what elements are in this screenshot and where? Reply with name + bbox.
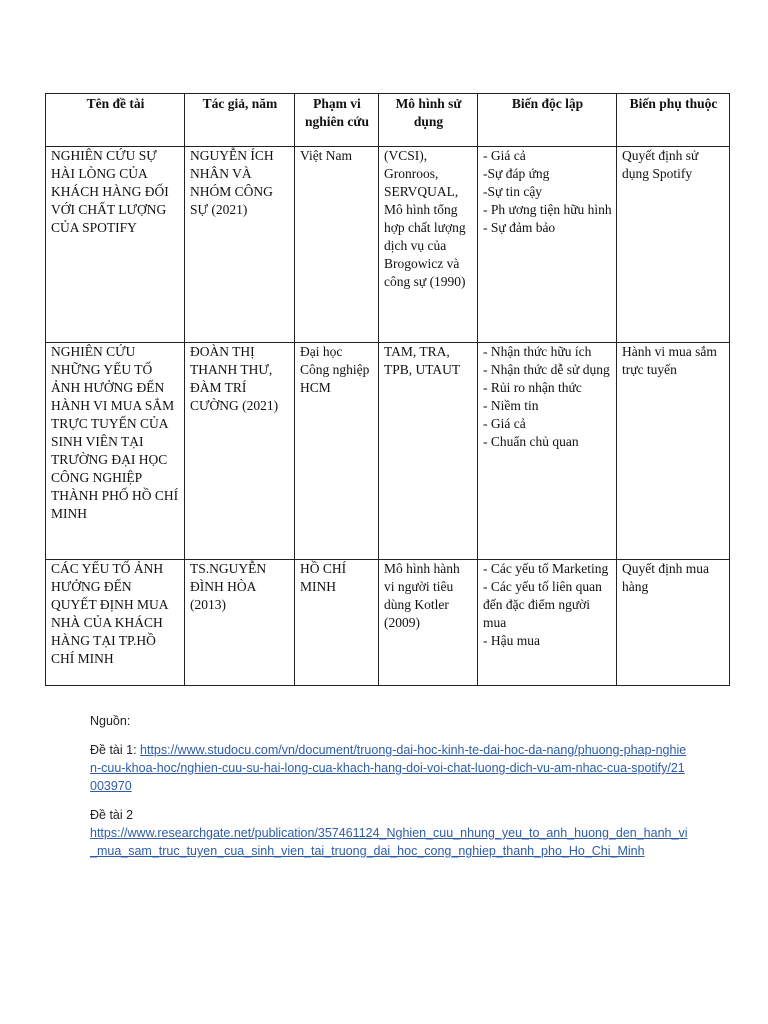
cell-dependent: Quyết định mua hàng [617, 560, 730, 686]
header-dependent: Biến phụ thuộc [617, 94, 730, 147]
cell-model: (VCSI), Gronroos, SERVQUAL, Mô hình tổng hợp chất lượng dịch vụ của Brogowicz và công sự (1990) [379, 147, 478, 343]
sources-section [90, 712, 690, 860]
independent-item: - Sự đảm bảo [483, 220, 556, 235]
source-topic-1-link[interactable]: https://www.studocu.com/vn/document/truong-dai-hoc-kinh-te-dai-hoc-da-nang/phuong-phap-nghien-cuu-khoa-hoc/nghien-cuu-su-hai-long-cua-khach-hang-doi-voi-chat-luong-dich-vu-am-nhac-cua-spotify/21003970 [90, 743, 687, 793]
cell-scope: Đại học Công nghiệp HCM [295, 343, 379, 560]
cell-independent [478, 147, 617, 343]
cell-dependent: Hành vi mua sắm trực tuyến [617, 343, 730, 560]
source-topic-1 [90, 741, 690, 795]
table-row [46, 147, 730, 343]
header-title: Tên đề tài [46, 94, 185, 147]
cell-dependent: Quyết định sử dụng Spotify [617, 147, 730, 343]
independent-item: - Rủi ro nhận thức [483, 380, 582, 395]
cell-title: CÁC YẾU TỐ ẢNH HƯỞNG ĐẾN QUYẾT ĐỊNH MUA NHÀ CỦA KHÁCH HÀNG TẠI TP.HỒ CHÍ MINH [46, 560, 185, 686]
cell-author: NGUYỄN ÍCH NHÂN VÀ NHÓM CÔNG SỰ (2021) [185, 147, 295, 343]
cell-scope: Việt Nam [295, 147, 379, 343]
research-table [45, 93, 730, 686]
independent-item: - Nhận thức dễ sử dụng [483, 362, 610, 377]
table-row [46, 343, 730, 560]
cell-independent [478, 560, 617, 686]
header-model: Mô hình sử dụng [379, 94, 478, 147]
cell-author: ĐOÀN THỊ THANH THƯ, ĐÀM TRÍ CƯỜNG (2021) [185, 343, 295, 560]
independent-item: - Hậu mua [483, 633, 540, 648]
table-header-row [46, 94, 730, 147]
cell-independent [478, 343, 617, 560]
cell-model: Mô hình hành vi người tiêu dùng Kotler (2009) [379, 560, 478, 686]
source-topic-1-label: Đề tài 1: [90, 743, 141, 757]
independent-item: -Sự tin cậy [483, 184, 543, 199]
cell-title: NGHIÊN CỨU SỰ HÀI LÒNG CỦA KHÁCH HÀNG ĐỐI VỚI CHẤT LƯỢNG CỦA SPOTIFY [46, 147, 185, 343]
independent-item: - Ph ương tiện hữu hình [483, 202, 612, 217]
independent-item: - Các yếu tố Marketing [483, 561, 609, 576]
cell-title: NGHIÊN CỨU NHỮNG YẾU TỐ ẢNH HƯỞNG ĐẾN HÀNH VI MUA SẮM TRỰC TUYẾN CỦA SINH VIÊN TẠI TRƯỜNG ĐẠI HỌC CÔNG NGHIỆP THÀNH PHỐ HỒ CHÍ MINH [46, 343, 185, 560]
independent-item: -Sự đáp ứng [483, 166, 550, 181]
independent-item: - Giá cả [483, 416, 526, 431]
independent-item: - Các yếu tố liên quan đến đặc điểm người mua [483, 579, 602, 630]
source-topic-2-label: Đề tài 2 [90, 808, 134, 822]
cell-model: TAM, TRA, TPB, UTAUT [379, 343, 478, 560]
sources-heading: Nguồn: [90, 714, 131, 728]
independent-item: - Chuẩn chủ quan [483, 434, 579, 449]
independent-item: - Nhận thức hữu ích [483, 344, 592, 359]
header-scope: Phạm vi nghiên cứu [295, 94, 379, 147]
independent-item: - Niềm tin [483, 398, 539, 413]
cell-author: TS.NGUYỄN ĐÌNH HÒA (2013) [185, 560, 295, 686]
header-author: Tác giả, năm [185, 94, 295, 147]
source-topic-2-link[interactable]: https://www.researchgate.net/publication/357461124_Nghien_cuu_nhung_yeu_to_anh_huong_den_hanh_vi_mua_sam_truc_tuyen_cua_sinh_vien_tai_truong_dai_hoc_cong_nghiep_thanh_pho_Ho_Chi_Minh [90, 826, 688, 858]
table-row [46, 560, 730, 686]
cell-scope: HỒ CHÍ MINH [295, 560, 379, 686]
header-independent: Biến độc lập [478, 94, 617, 147]
source-topic-2 [90, 806, 690, 860]
independent-item: - Giá cả [483, 148, 526, 163]
